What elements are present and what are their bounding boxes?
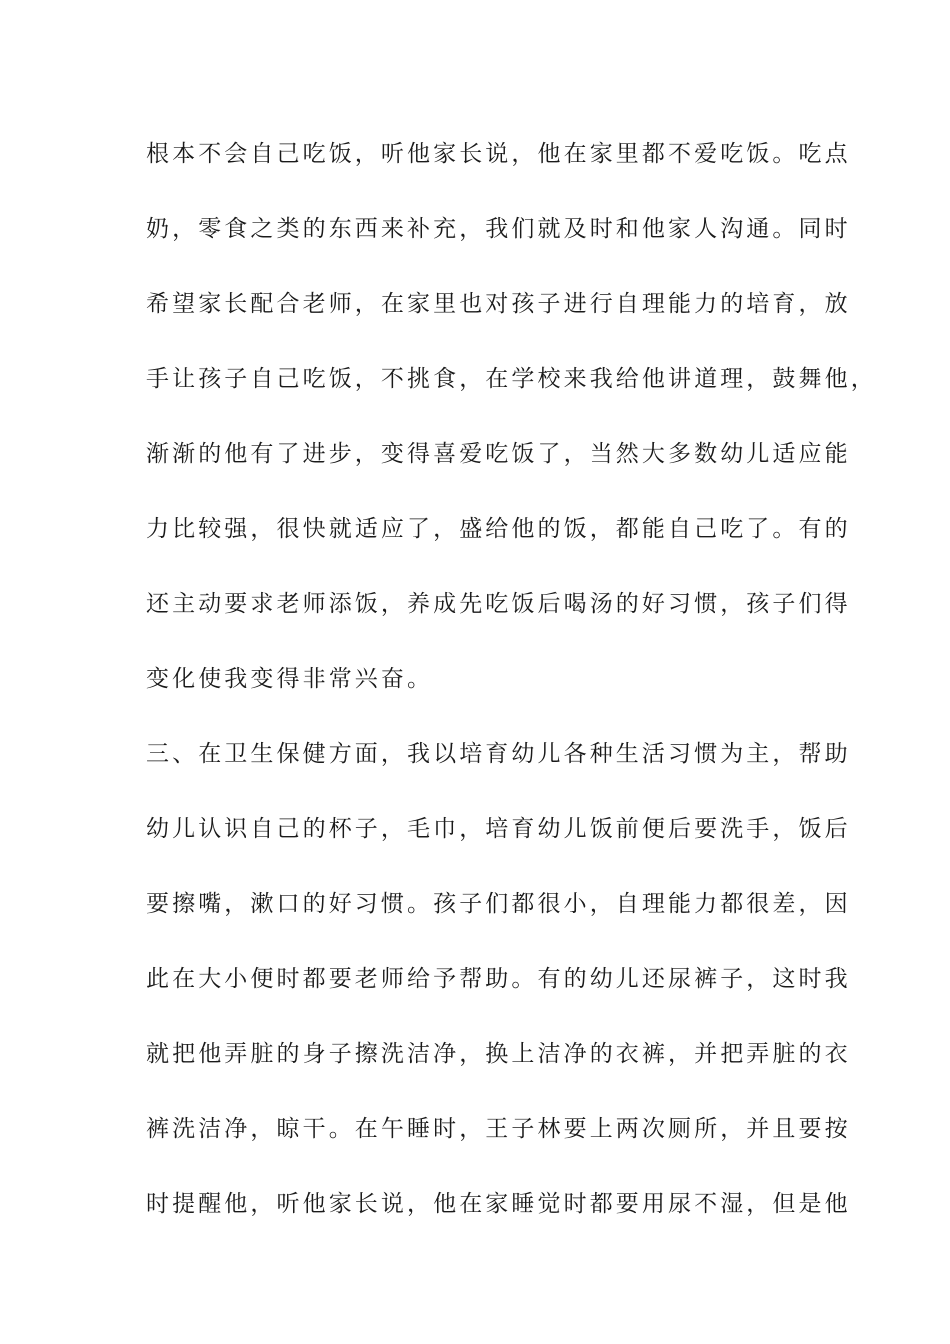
text-line: 奶，零食之类的东西来补充，我们就及时和他家人沟通。同时 (146, 216, 851, 242)
section-heading-line: 三、在卫生保健方面，我以培育幼儿各种生活习惯为主，帮助 (146, 741, 851, 767)
text-line: 幼儿认识自己的杯子，毛巾，培育幼儿饭前便后要洗手，饭后 (146, 816, 851, 842)
text-line: 就把他弄脏的身子擦洗洁净，换上洁净的衣裤，并把弄脏的衣 (146, 1041, 851, 1067)
text-line: 要擦嘴，漱口的好习惯。孩子们都很小，自理能力都很差，因 (146, 891, 851, 917)
text-line: 裤洗洁净，晾干。在午睡时，王子林要上两次厕所，并且要按 (146, 1116, 851, 1142)
text-body (146, 132, 877, 1257)
text-line: 力比较强，很快就适应了，盛给他的饭，都能自己吃了。有的 (146, 516, 851, 542)
text-line: 还主动要求老师添饭，养成先吃饭后喝汤的好习惯，孩子们得 (146, 591, 851, 617)
text-line: 变化使我变得非常兴奋。 (146, 666, 434, 692)
text-line: 时提醒他，听他家长说，他在家睡觉时都要用尿不湿，但是他 (146, 1191, 851, 1217)
text-line: 希望家长配合老师，在家里也对孩子进行自理能力的培育，放 (146, 291, 851, 317)
text-line: 渐渐的他有了进步，变得喜爱吃饭了，当然大多数幼儿适应能 (146, 441, 851, 467)
text-line: 手让孩子自己吃饭，不挑食，在学校来我给他讲道理，鼓舞他， (146, 366, 877, 392)
text-line: 根本不会自己吃饭，听他家长说，他在家里都不爱吃饭。吃点 (146, 141, 851, 167)
text-line: 此在大小便时都要老师给予帮助。有的幼儿还尿裤子，这时我 (146, 966, 851, 992)
